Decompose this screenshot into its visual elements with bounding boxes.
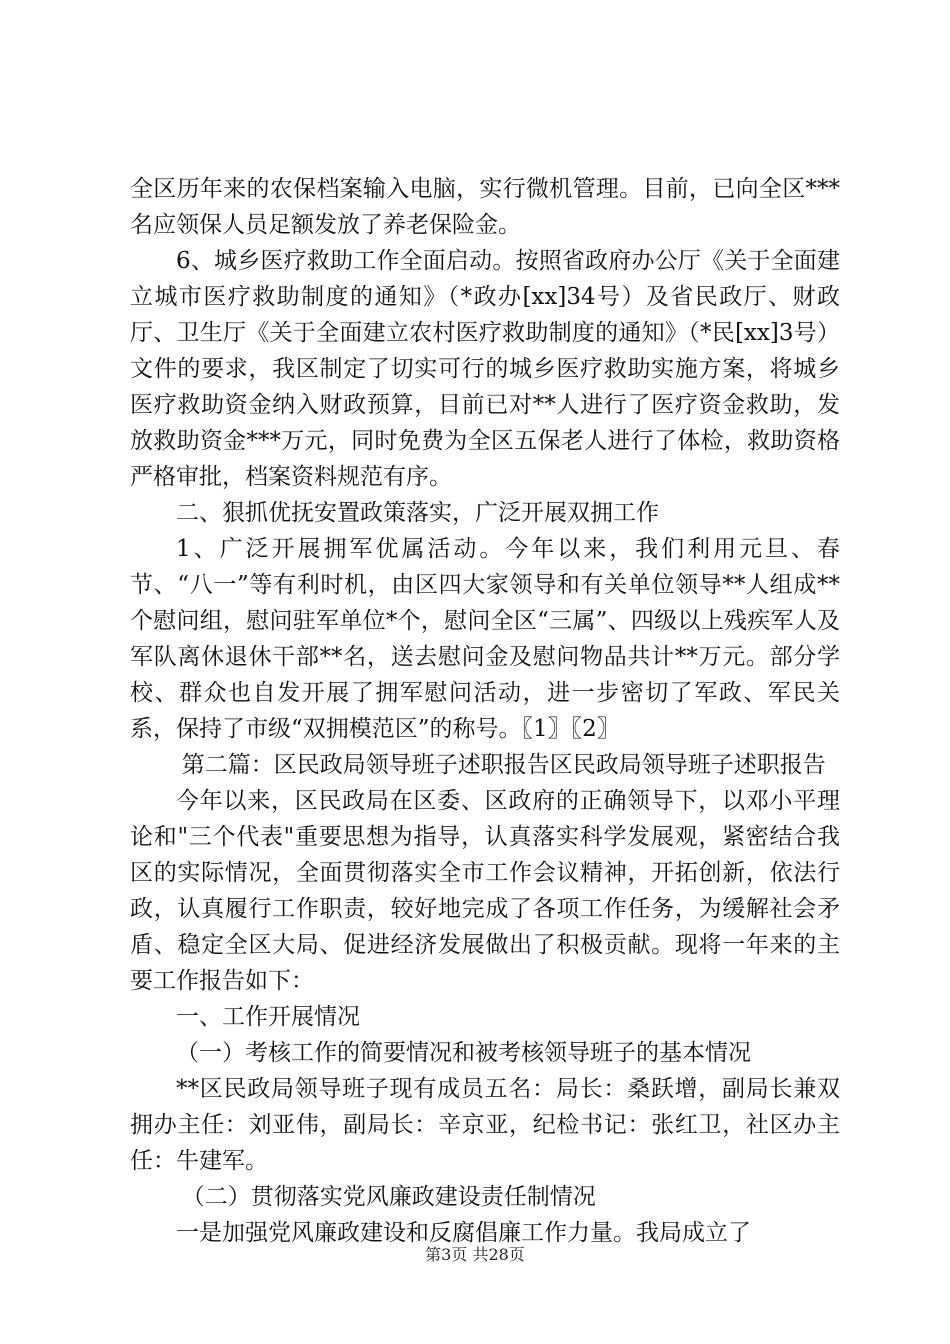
paragraph-pension-archives: 全区历年来的农保档案输入电脑，实行微机管理。目前，已向全区***名应领保人员足额发放了养老保险金。 [130, 176, 840, 238]
paragraph-leadership-members: **区民政局领导班子现有成员五名：局长：桑跃增，副局长兼双拥办主任：刘亚伟，副局长：辛京亚，纪检书记：张红卫，社区办主任：牛建军。 [130, 1076, 840, 1174]
paragraph-anti-corruption: 一是加强党风廉政建设和反腐倡廉工作力量。我局成立了 [176, 1220, 751, 1246]
paragraph-medical-aid: 6、城乡医疗救助工作全面启动。按照省政府办公厅《关于全面建立城市医疗救助制度的通知》（*政办[xx]34号）及省民政厅、财政厅、卫生厅《关于全面建立农村医疗救助制度的通知》（*民[xx]3号）文件的要求，我区制定了切实可行的城乡医疗救助实施方案，将城乡医疗救助资金纳入财政预算，目前已对**人进行了医疗资金救助，发放救助资金***万元，同时免费为全区五保老人进行了体检，救助资格严格审批，档案资料规范有序。 [130, 248, 840, 490]
document-body [130, 171, 840, 1251]
heading-assessment-overview: （一）考核工作的简要情况和被考核领导班子的基本情况 [176, 1040, 751, 1066]
paragraph-report-intro: 今年以来，区民政局在区委、区政府的正确领导下，以邓小平理论和"三个代表"重要思想为指导，认真落实科学发展观，紧密结合我区的实际情况，全面贯彻落实全市工作会议精神，开拓创新，依法行政，认真履行工作职责，较好地完成了各项工作任务，为缓解社会矛盾、稳定全区大局、促进经济发展做出了积极贡献。现将一年来的主要工作报告如下： [130, 788, 840, 994]
paragraph-support-military: 1、广泛开展拥军优属活动。今年以来，我们利用元旦、春节、“八一”等有利时机，由区四大家领导和有关单位领导**人组成**个慰问组，慰问驻军单位*个，慰问全区“三属”、四级以上残疾军人及军队离休退休干部**名，送去慰问金及慰问物品共计**万元。部分学校、群众也自发开展了拥军慰问活动，进一步密切了军政、军民关系，保持了市级“双拥模范区”的称号。〖1〗〖2〗 [130, 536, 840, 742]
heading-preferential-treatment: 二、狠抓优抚安置政策落实，广泛开展双拥工作 [176, 500, 659, 526]
page-number-footer: 第3页 共28页 [425, 1245, 525, 1264]
heading-integrity-responsibility: （二）贯彻落实党风廉政建设责任制情况 [181, 1184, 596, 1210]
heading-part-two: 第二篇：区民政局领导班子述职报告区民政局领导班子述职报告 [181, 752, 826, 778]
heading-work-status: 一、工作开展情况 [176, 1004, 360, 1030]
